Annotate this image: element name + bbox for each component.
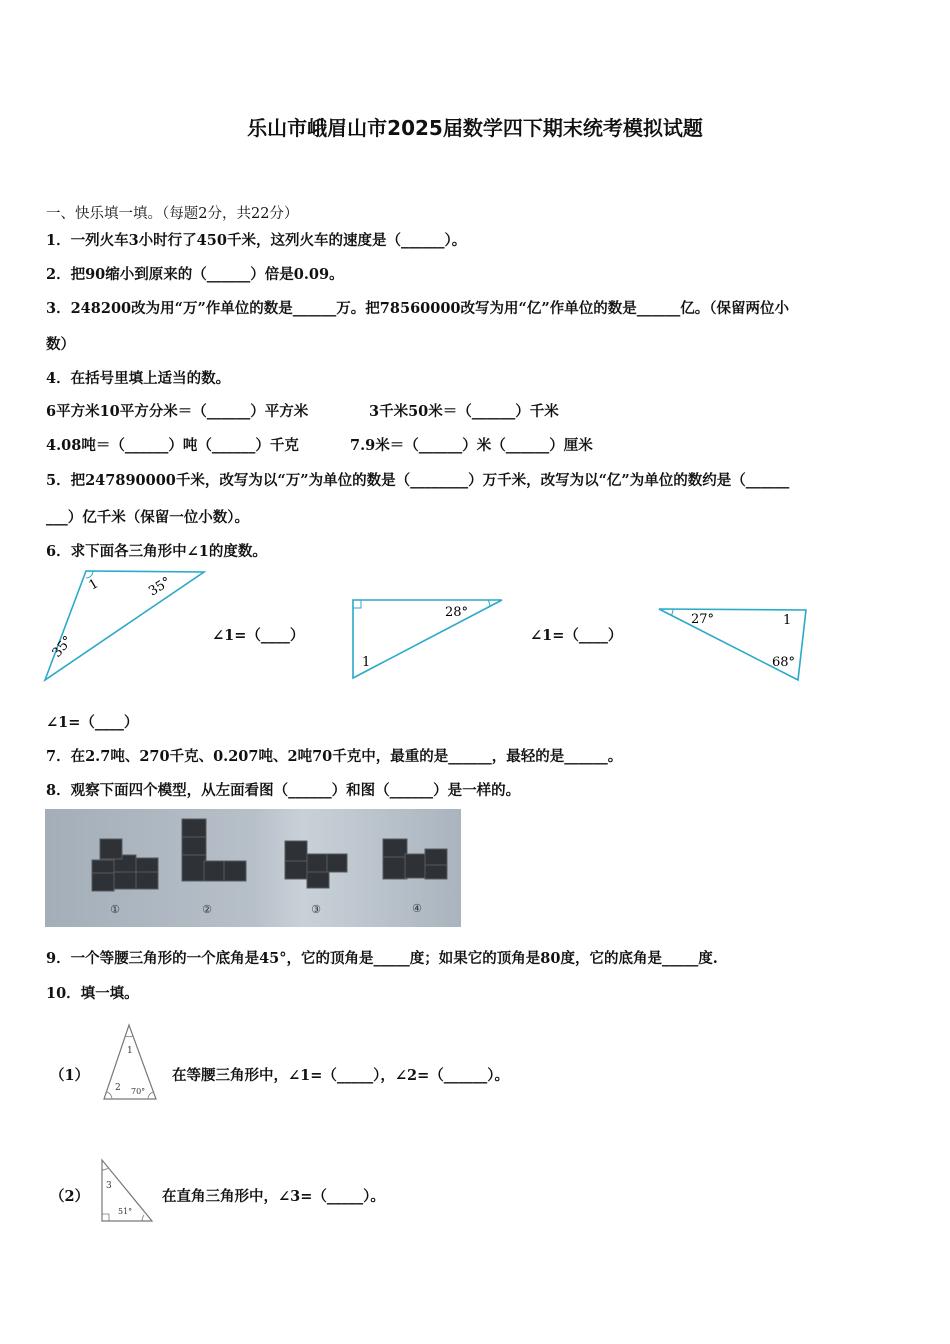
page-title: 乐山市峨眉山市2025届数学四下期末统考模拟试题	[247, 116, 703, 140]
answer-angle-1: ∠1=（____）	[212, 627, 305, 644]
model-label-4: ④	[412, 902, 422, 915]
question-5-cont: ___）亿千米（保留一位小数）。	[46, 509, 249, 526]
question-10: 10．填一填。	[46, 985, 139, 1002]
question-3-cont: 数）	[46, 336, 75, 353]
right-triangle-bottom-arc	[142, 1215, 144, 1221]
triangle-figure-3	[655, 604, 815, 686]
isosceles-angle-2: 2	[115, 1083, 121, 1093]
triangle-3-angle-b: 68°	[772, 655, 796, 670]
isosceles-angle-70: 70°	[131, 1087, 146, 1096]
isosceles-triangle-shape	[104, 1025, 156, 1099]
question-2: 2．把90缩小到原来的（______）倍是0.09。	[46, 266, 344, 283]
question-10-1-number: （1）	[50, 1067, 90, 1084]
triangle-2-shape	[353, 600, 502, 678]
right-angle-mark	[102, 1214, 109, 1221]
question-7: 7．在2.7吨、270千克、0.207吨、2吨70千克中，最重的是______，最轻的是______。	[46, 748, 623, 765]
triangle-figure-2	[348, 596, 508, 684]
triangle-2-angle-a: 28°	[445, 605, 469, 620]
triangle-2-right-angle	[353, 600, 361, 608]
model-label-1: ①	[110, 903, 120, 916]
right-triangle-figure	[98, 1156, 156, 1224]
answer-angle-3: ∠1=（____）	[46, 714, 139, 731]
question-10-1-text: 在等腰三角形中，∠1=（_____），∠2=（______）。	[172, 1067, 510, 1084]
question-10-2-number: （2）	[50, 1188, 90, 1205]
question-5: 5．把247890000千米，改写为以“万”为单位的数是（________）万千米，改写为以“亿”为单位的数约是（______	[46, 472, 790, 489]
triangle-3-angle-a: 27°	[691, 612, 715, 627]
isosceles-right-arc	[148, 1092, 153, 1099]
question-10-2-text: 在直角三角形中，∠3=（_____）。	[162, 1188, 385, 1205]
section-heading: 一、快乐填一填。（每题2分，共22分）	[46, 206, 299, 222]
model-label-3: ③	[311, 903, 321, 916]
answer-angle-2: ∠1=（____）	[530, 627, 623, 644]
question-8: 8．观察下面四个模型，从左面看图（______）和图（______）是一样的。	[46, 782, 521, 799]
cube-models-photo	[45, 809, 461, 927]
triangle-1-shape	[45, 571, 204, 680]
model-label-2: ②	[202, 903, 212, 916]
question-4: 4．在括号里填上适当的数。	[46, 370, 231, 387]
triangle-2-angle-1: 1	[362, 655, 371, 670]
triangle-3-arc	[671, 609, 673, 616]
question-6: 6．求下面各三角形中∠1的度数。	[46, 543, 267, 560]
question-3: 3．248200改为用“万”作单位的数是______万。把78560000改写为用“亿”作单位的数是______亿。（保留两位小	[46, 300, 789, 317]
question-4c: 4.08吨＝（______）吨（______）千克	[46, 437, 299, 454]
question-4d: 7.9米＝（______）米（______）厘米	[350, 437, 593, 454]
triangle-3-angle-1: 1	[783, 613, 792, 628]
question-4a: 6平方米10平方分米＝（______）平方米	[46, 403, 309, 420]
isosceles-apex-arc	[125, 1036, 133, 1037]
triangle-figure-1	[40, 566, 210, 686]
question-9: 9．一个等腰三角形的一个底角是45°，它的顶角是_____度；如果它的顶角是80度，它的底角是_____度.	[46, 950, 718, 967]
question-1: 1．一列火车3小时行了450千米，这列火车的速度是（______）。	[46, 232, 467, 249]
triangle-1-angle-b: 35°	[49, 633, 76, 661]
isosceles-left-arc	[107, 1092, 112, 1099]
triangle-1-angle-1: 1	[86, 576, 102, 594]
right-triangle-angle-51: 51°	[118, 1207, 133, 1216]
triangle-1-angle-a: 35°	[146, 574, 174, 600]
isosceles-angle-1: 1	[127, 1046, 133, 1056]
right-triangle-angle-3: 3	[106, 1181, 112, 1191]
isosceles-triangle-figure	[100, 1022, 160, 1102]
right-triangle-top-arc	[102, 1168, 108, 1170]
question-4b: 3千米50米＝（______）千米	[369, 403, 559, 420]
